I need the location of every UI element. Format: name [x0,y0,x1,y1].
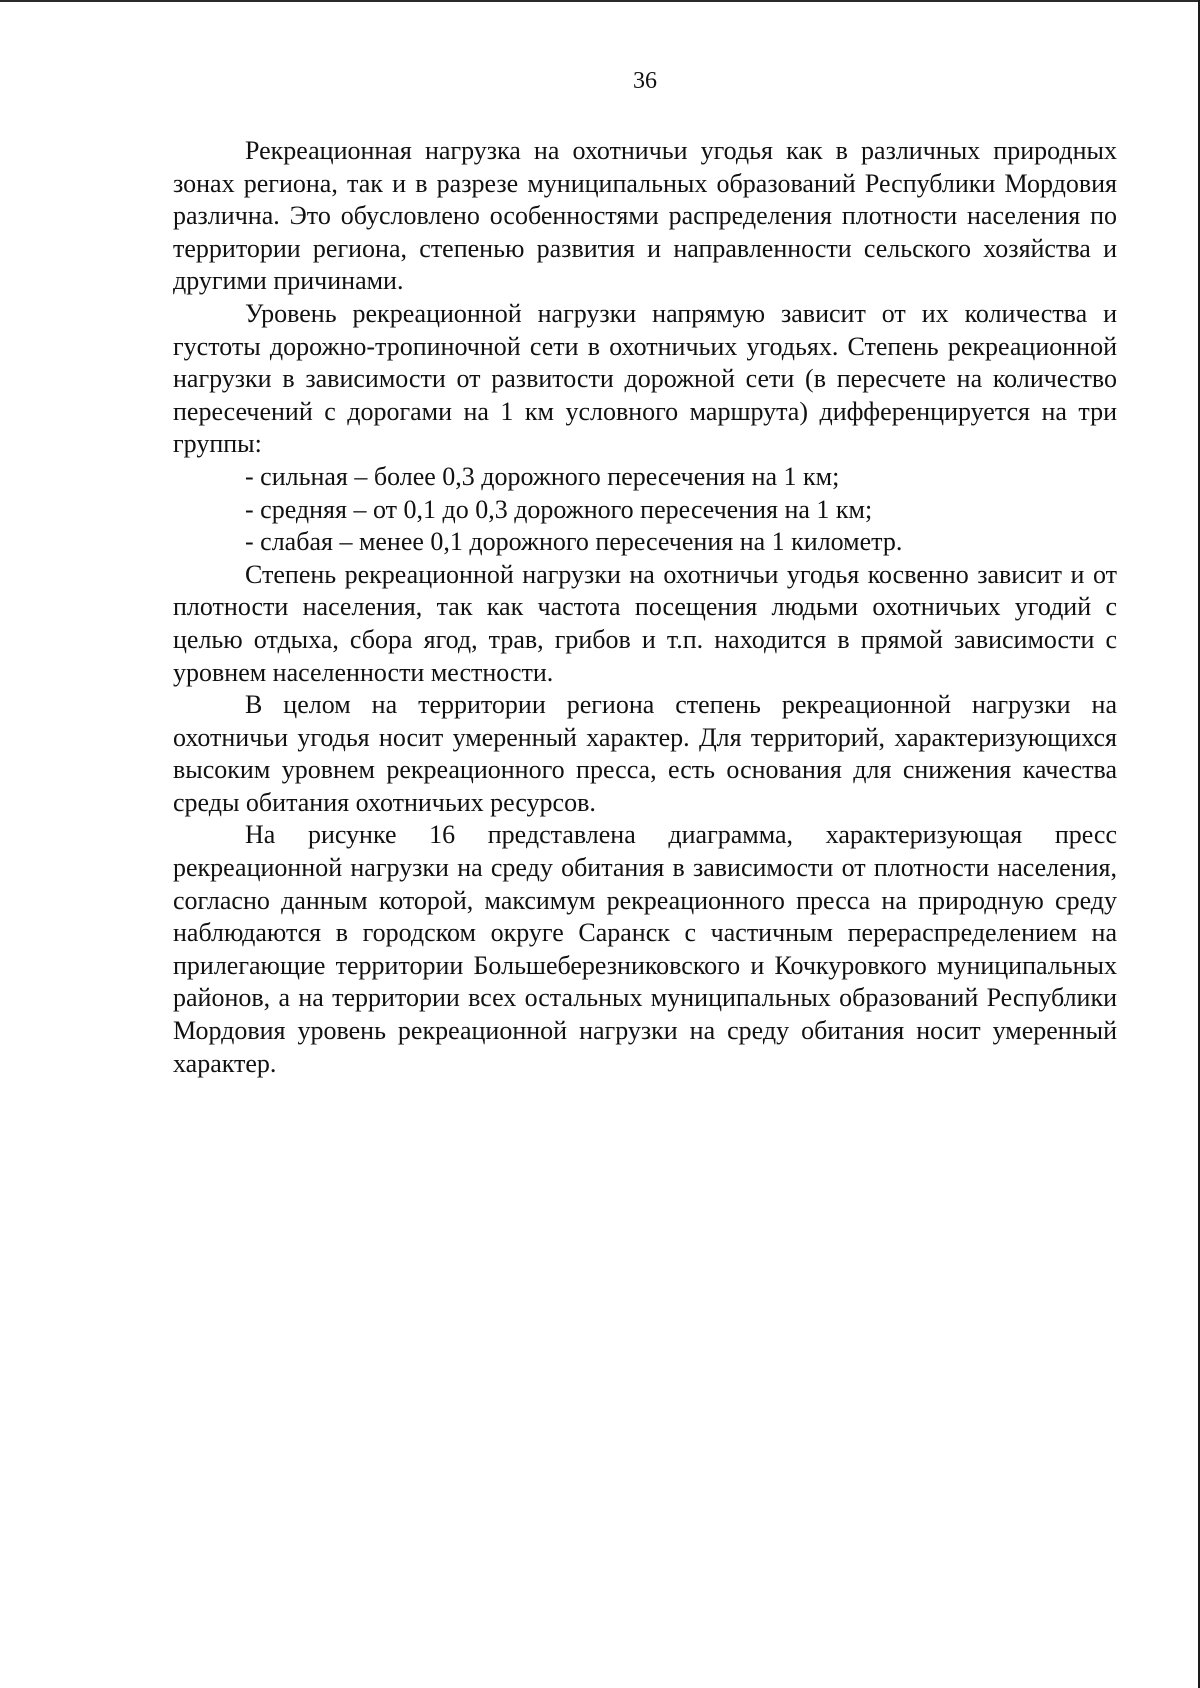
paragraph-general-assessment: В целом на территории региона степень рекреационной нагрузки на охотничьи угодья носит умеренный характер. Для территорий, характеризующихся высоким уровнем рекреационного пресса, есть основания для снижения качества среды обитания охотничьих ресурсов. [173,690,1117,817]
list-item-weak: - слабая – менее 0,1 дорожного пересечения на 1 километр. [245,527,903,557]
paragraph-load-level: Уровень рекреационной нагрузки напрямую зависит от их количества и густоты дорожно-тропиночной сети в охотничьих угодьях. Степень рекреационной нагрузки в зависимости от развитости дорожной сети (в пересчете на количество пересечений с дорогами на 1 км условного маршрута) дифференцируется на три группы: [173,298,1117,459]
paragraph-population-density: Степень рекреационной нагрузки на охотничьи угодья косвенно зависит и от плотности населения, так как частота посещения людьми охотничьих угодий с целью отдыха, сбора ягод, трав, грибов и т.п. находится в прямой зависимости с уровнем населенности местности. [173,559,1117,687]
list-item-medium: - средняя – от 0,1 до 0,3 дорожного пересечения на 1 км; [245,494,873,524]
paragraph-recreational-load: Рекреационная нагрузка на охотничьи угодья как в различных природных зонах региона, так и в разрезе муниципальных образований Республики Мордовия различна. Это обусловлено особенностями распределения плотности населения по территории региона, степенью развития и направленности сельского хозяйства и другими причинами. [173,136,1117,296]
paragraph-figure-description: На рисунке 16 представлена диаграмма, характеризующая пресс рекреационной нагрузки на среду обитания в зависимости от плотности населения, согласно данным которой, максимум рекреационного пресса на природную среду наблюдаются в городском округе Саранск с частичным перераспределением на прилегающие территории Большеберезниковского и Кочкуровкого муниципальных районов, а на территории всех остальных муниципальных образований Республики Мордовия уровень рекреационной нагрузки на среду обитания носит умеренный характер. [173,820,1117,1078]
document-body [173,135,1117,1080]
scan-edge-top [0,0,1200,2]
page-number: 36 [633,68,657,94]
list-item-strong: - сильная – более 0,3 дорожного пересечения на 1 км; [245,461,840,491]
